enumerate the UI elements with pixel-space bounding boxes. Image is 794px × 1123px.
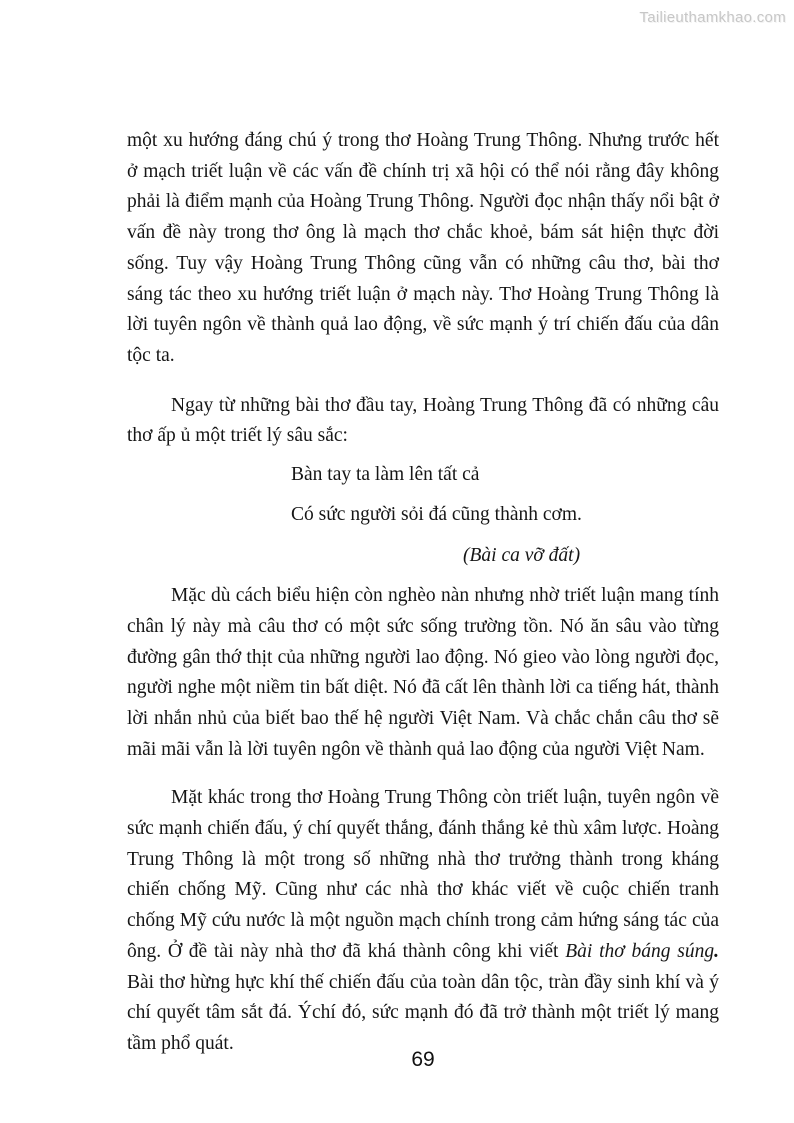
- paragraph-4-text-before: Mặt khác trong thơ Hoàng Trung Thông còn triết luận, tuyên ngôn về sức mạnh chiến đấu, ý chí quyết thắng, đánh thắng kẻ thù xâm lược. Hoàng Trung Thông là một trong số những nhà thơ trưởng thành trong kháng chiến chống Mỹ. Cũng như các nhà thơ khác viết về cuộc chiến tranh chống Mỹ cứu nước là một nguồn mạch chính trong cảm hứng sáng tác của ông. Ở đề tài này nhà thơ đã khá thành công khi viết: [127, 787, 719, 962]
- poem-title: Bài thơ báng súng: [565, 940, 715, 962]
- paragraph-4: [127, 783, 719, 1059]
- paragraph-1: một xu hướng đáng chú ý trong thơ Hoàng Trung Thông. Nhưng trước hết ở mạch triết luận về các vấn đề chính trị xã hội có thể nói rằng đây không phải là điểm mạnh của Hoàng Trung Thông. Người đọc nhận thấy nổi bật ở vấn đề này trong thơ ông là mạch thơ chắc khoẻ, bám sát hiện thực đời sống. Tuy vậy Hoàng Trung Thông cũng vẫn có những câu thơ, bài thơ sáng tác theo xu hướng triết luận ở mạch này. Thơ Hoàng Trung Thông là lời tuyên ngôn về thành quả lao động, về sức mạnh ý trí chiến đấu của dân tộc ta.: [127, 130, 719, 366]
- paragraph-2: Ngay từ những bài thơ đầu tay, Hoàng Trung Thông đã có những câu thơ ấp ủ một triết lý sâu sắc:: [127, 394, 719, 447]
- watermark: Tailieuthamkhao.com: [639, 9, 786, 26]
- poem-title-period: .: [714, 940, 719, 962]
- verse-block: [127, 460, 719, 572]
- verse-line-2: Có sức người sỏi đá cũng thành cơm.: [291, 503, 582, 525]
- verse-attribution: (Bài ca vỡ đất): [463, 545, 581, 567]
- paragraph-3: Mặc dù cách biểu hiện còn nghèo nàn nhưng nhờ triết luận mang tính chân lý này mà câu thơ có một sức sống trường tồn. Nó ăn sâu vào từng đường gân thớ thịt của những người lao động. Nó gieo vào lòng người đọc, người nghe một niềm tin bất diệt. Nó đã cất lên thành lời ca tiếng hát, thành lời nhắn nhủ của biết bao thế hệ người Việt Nam. Và chắc chắn câu thơ sẽ mãi mãi vẫn là lời tuyên ngôn về thành quả lao động của người Việt Nam.: [127, 585, 719, 760]
- verse-line-1: Bàn tay ta làm lên tất cả: [291, 464, 480, 486]
- page-number: 69: [411, 1048, 435, 1071]
- page-content: [127, 126, 719, 1060]
- paragraph-4-text-after: Bài thơ hừng hực khí thế chiến đấu của toàn dân tộc, tràn đầy sinh khí và ý chí quyết tâm sắt đá. Ýchí đó, sức mạnh đó đã trở thành một triết lý mang tầm phổ quát.: [127, 971, 719, 1054]
